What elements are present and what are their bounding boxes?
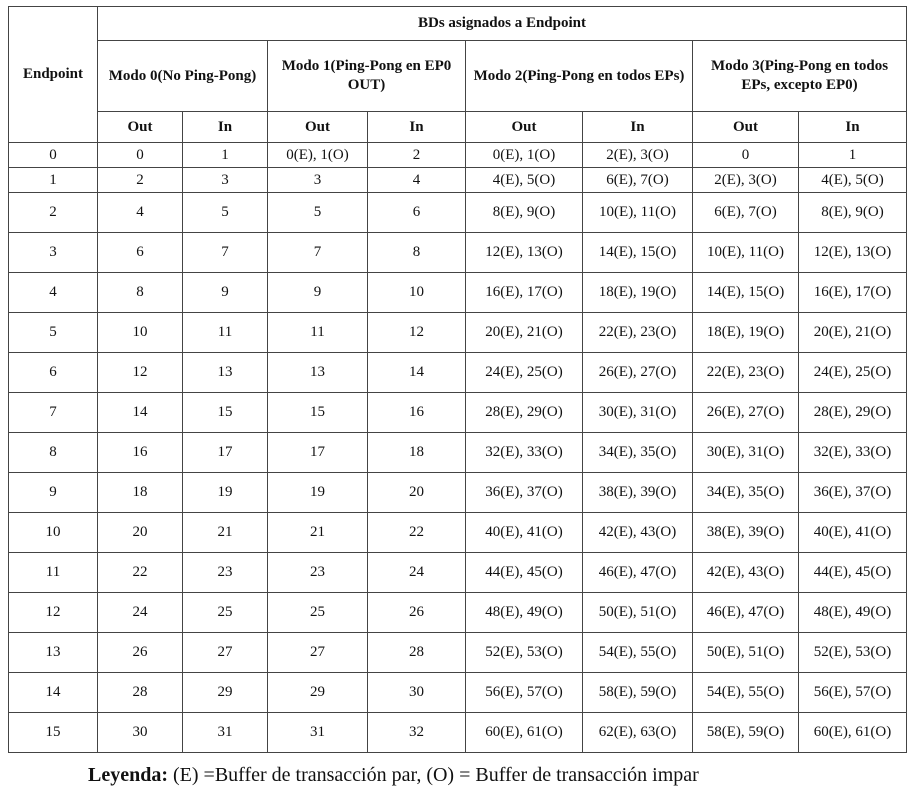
table-cell: 0 [693, 143, 799, 168]
table-cell: 30(E), 31(O) [693, 433, 799, 473]
mode-2-header: Modo 2(Ping-Pong en todos EPs) [466, 41, 693, 112]
endpoint-cell: 3 [9, 233, 98, 273]
table-cell: 54(E), 55(O) [693, 673, 799, 713]
subheader-out: Out [268, 112, 368, 143]
table-cell: 2(E), 3(O) [693, 168, 799, 193]
endpoint-cell: 1 [9, 168, 98, 193]
table-cell: 12 [98, 353, 183, 393]
table-cell: 38(E), 39(O) [693, 513, 799, 553]
table-row [9, 593, 907, 633]
table-cell: 24 [98, 593, 183, 633]
table-cell: 6(E), 7(O) [583, 168, 693, 193]
table-cell: 11 [268, 313, 368, 353]
table-cell: 30(E), 31(O) [583, 393, 693, 433]
table-cell: 4(E), 5(O) [466, 168, 583, 193]
table-cell: 44(E), 45(O) [799, 553, 907, 593]
table-cell: 22(E), 23(O) [583, 313, 693, 353]
table-cell: 22 [98, 553, 183, 593]
table-cell: 26(E), 27(O) [583, 353, 693, 393]
table-cell: 13 [183, 353, 268, 393]
table-cell: 26 [368, 593, 466, 633]
group-header: BDs asignados a Endpoint [98, 7, 907, 41]
table-cell: 14 [368, 353, 466, 393]
endpoint-cell: 0 [9, 143, 98, 168]
table-cell: 18(E), 19(O) [583, 273, 693, 313]
table-cell: 18 [368, 433, 466, 473]
table-row [9, 193, 907, 233]
table-cell: 36(E), 37(O) [466, 473, 583, 513]
endpoint-cell: 5 [9, 313, 98, 353]
table-cell: 58(E), 59(O) [583, 673, 693, 713]
table-cell: 56(E), 57(O) [466, 673, 583, 713]
table-cell: 2 [98, 168, 183, 193]
table-cell: 24(E), 25(O) [466, 353, 583, 393]
table-row [9, 673, 907, 713]
table-cell: 23 [183, 553, 268, 593]
table-cell: 32(E), 33(O) [466, 433, 583, 473]
table-row [9, 713, 907, 753]
table-cell: 36(E), 37(O) [799, 473, 907, 513]
table-cell: 48(E), 49(O) [466, 593, 583, 633]
table-cell: 30 [98, 713, 183, 753]
endpoint-cell: 8 [9, 433, 98, 473]
table-cell: 0 [98, 143, 183, 168]
endpoint-cell: 14 [9, 673, 98, 713]
table-cell: 27 [183, 633, 268, 673]
table-cell: 15 [183, 393, 268, 433]
table-cell: 56(E), 57(O) [799, 673, 907, 713]
table-cell: 0(E), 1(O) [268, 143, 368, 168]
table-cell: 1 [799, 143, 907, 168]
table-row [9, 313, 907, 353]
table-cell: 20 [368, 473, 466, 513]
table-cell: 25 [183, 593, 268, 633]
subheader-out: Out [98, 112, 183, 143]
table-cell: 2(E), 3(O) [583, 143, 693, 168]
subheader-in: In [183, 112, 268, 143]
table-row [9, 513, 907, 553]
table-cell: 20(E), 21(O) [799, 313, 907, 353]
table-cell: 0(E), 1(O) [466, 143, 583, 168]
table-row [9, 633, 907, 673]
mode-0-header: Modo 0(No Ping-Pong) [98, 41, 268, 112]
table-cell: 12 [368, 313, 466, 353]
table-cell: 4 [368, 168, 466, 193]
table-cell: 31 [268, 713, 368, 753]
table-cell: 28(E), 29(O) [799, 393, 907, 433]
table-cell: 52(E), 53(O) [799, 633, 907, 673]
table-row [9, 393, 907, 433]
table-cell: 44(E), 45(O) [466, 553, 583, 593]
table-cell: 24 [368, 553, 466, 593]
subheader-in: In [583, 112, 693, 143]
table-cell: 19 [183, 473, 268, 513]
table-cell: 24(E), 25(O) [799, 353, 907, 393]
endpoint-cell: 12 [9, 593, 98, 633]
table-cell: 40(E), 41(O) [799, 513, 907, 553]
table-cell: 58(E), 59(O) [693, 713, 799, 753]
subheader-out: Out [693, 112, 799, 143]
endpoint-cell: 10 [9, 513, 98, 553]
table-cell: 12(E), 13(O) [466, 233, 583, 273]
table-cell: 8 [368, 233, 466, 273]
table-cell: 32 [368, 713, 466, 753]
table-cell: 11 [183, 313, 268, 353]
table-cell: 16(E), 17(O) [799, 273, 907, 313]
table-cell: 14 [98, 393, 183, 433]
legend [88, 764, 699, 787]
endpoint-cell: 13 [9, 633, 98, 673]
table-cell: 38(E), 39(O) [583, 473, 693, 513]
endpoint-cell: 15 [9, 713, 98, 753]
table-cell: 18 [98, 473, 183, 513]
table-row [9, 143, 907, 168]
table-cell: 20 [98, 513, 183, 553]
table-row [9, 168, 907, 193]
table-row [9, 273, 907, 313]
endpoint-cell: 7 [9, 393, 98, 433]
table-cell: 31 [183, 713, 268, 753]
table-cell: 29 [268, 673, 368, 713]
table-cell: 62(E), 63(O) [583, 713, 693, 753]
endpoint-cell: 2 [9, 193, 98, 233]
table-cell: 23 [268, 553, 368, 593]
table-cell: 14(E), 15(O) [693, 273, 799, 313]
bd-table-container [8, 6, 906, 753]
table-cell: 50(E), 51(O) [693, 633, 799, 673]
subheader-in: In [799, 112, 907, 143]
table-cell: 17 [183, 433, 268, 473]
table-cell: 28 [368, 633, 466, 673]
subheader-out: Out [466, 112, 583, 143]
table-cell: 22 [368, 513, 466, 553]
table-row [9, 233, 907, 273]
table-cell: 20(E), 21(O) [466, 313, 583, 353]
table-cell: 10(E), 11(O) [693, 233, 799, 273]
table-cell: 3 [268, 168, 368, 193]
table-cell: 46(E), 47(O) [583, 553, 693, 593]
table-cell: 7 [268, 233, 368, 273]
table-cell: 54(E), 55(O) [583, 633, 693, 673]
table-cell: 7 [183, 233, 268, 273]
subheader-row [9, 112, 907, 143]
legend-label: Leyenda: [88, 764, 168, 786]
table-cell: 40(E), 41(O) [466, 513, 583, 553]
table-cell: 3 [183, 168, 268, 193]
endpoint-cell: 4 [9, 273, 98, 313]
table-cell: 8(E), 9(O) [799, 193, 907, 233]
table-cell: 25 [268, 593, 368, 633]
table-cell: 9 [268, 273, 368, 313]
table-cell: 14(E), 15(O) [583, 233, 693, 273]
table-cell: 6(E), 7(O) [693, 193, 799, 233]
table-cell: 52(E), 53(O) [466, 633, 583, 673]
table-cell: 9 [183, 273, 268, 313]
table-cell: 4 [98, 193, 183, 233]
mode-1-header: Modo 1(Ping-Pong en EP0 OUT) [268, 41, 466, 112]
endpoint-cell: 6 [9, 353, 98, 393]
table-cell: 30 [368, 673, 466, 713]
table-cell: 17 [268, 433, 368, 473]
legend-text: (E) =Buffer de transacción par, (O) = Buffer de transacción impar [168, 764, 699, 786]
table-cell: 21 [268, 513, 368, 553]
table-cell: 26 [98, 633, 183, 673]
endpoint-cell: 11 [9, 553, 98, 593]
table-cell: 8(E), 9(O) [466, 193, 583, 233]
bd-assignment-table [8, 6, 907, 753]
table-cell: 16 [98, 433, 183, 473]
table-row [9, 473, 907, 513]
table-cell: 60(E), 61(O) [466, 713, 583, 753]
table-cell: 18(E), 19(O) [693, 313, 799, 353]
table-cell: 16 [368, 393, 466, 433]
table-cell: 6 [368, 193, 466, 233]
table-cell: 10 [368, 273, 466, 313]
table-cell: 12(E), 13(O) [799, 233, 907, 273]
table-cell: 26(E), 27(O) [693, 393, 799, 433]
table-cell: 13 [268, 353, 368, 393]
table-cell: 5 [268, 193, 368, 233]
subheader-in: In [368, 112, 466, 143]
table-cell: 4(E), 5(O) [799, 168, 907, 193]
table-cell: 8 [98, 273, 183, 313]
table-cell: 27 [268, 633, 368, 673]
table-cell: 42(E), 43(O) [693, 553, 799, 593]
table-cell: 16(E), 17(O) [466, 273, 583, 313]
table-cell: 28 [98, 673, 183, 713]
table-cell: 29 [183, 673, 268, 713]
table-cell: 5 [183, 193, 268, 233]
table-row [9, 433, 907, 473]
table-cell: 60(E), 61(O) [799, 713, 907, 753]
table-cell: 21 [183, 513, 268, 553]
endpoint-cell: 9 [9, 473, 98, 513]
table-cell: 1 [183, 143, 268, 168]
table-cell: 6 [98, 233, 183, 273]
table-cell: 48(E), 49(O) [799, 593, 907, 633]
mode-3-header: Modo 3(Ping-Pong en todos EPs, excepto EP0) [693, 41, 907, 112]
table-cell: 22(E), 23(O) [693, 353, 799, 393]
table-cell: 42(E), 43(O) [583, 513, 693, 553]
table-cell: 46(E), 47(O) [693, 593, 799, 633]
table-cell: 10 [98, 313, 183, 353]
table-cell: 50(E), 51(O) [583, 593, 693, 633]
table-cell: 15 [268, 393, 368, 433]
table-row [9, 553, 907, 593]
table-body [9, 143, 907, 753]
endpoint-header: Endpoint [9, 7, 98, 143]
table-cell: 2 [368, 143, 466, 168]
table-cell: 28(E), 29(O) [466, 393, 583, 433]
table-cell: 34(E), 35(O) [693, 473, 799, 513]
table-cell: 34(E), 35(O) [583, 433, 693, 473]
table-cell: 10(E), 11(O) [583, 193, 693, 233]
table-cell: 19 [268, 473, 368, 513]
table-row [9, 353, 907, 393]
table-cell: 32(E), 33(O) [799, 433, 907, 473]
